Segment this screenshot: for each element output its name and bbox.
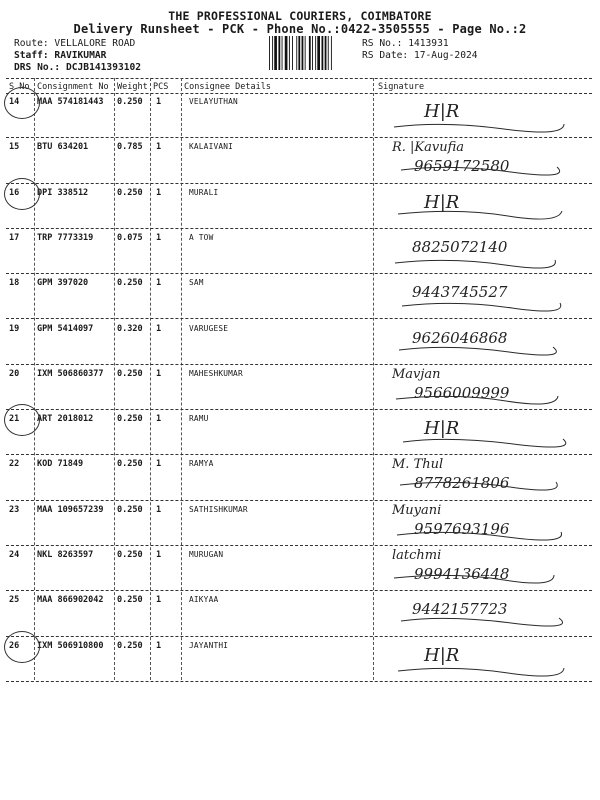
barcode-bar bbox=[305, 36, 306, 70]
row-consignment-number: BTU 634201 bbox=[37, 142, 89, 153]
barcode-bar bbox=[315, 36, 316, 70]
row-consignment-number: MAA 109657239 bbox=[37, 504, 104, 515]
barcode-bar bbox=[269, 36, 270, 70]
serial-circle-mark bbox=[4, 631, 40, 663]
row-consignee-name: KALAIVANI bbox=[189, 142, 234, 152]
row-pieces: 1 bbox=[156, 323, 162, 334]
row-consignment-number: TRP 7773319 bbox=[37, 232, 94, 243]
row-weight: 0.320 bbox=[117, 323, 143, 334]
row-weight: 0.250 bbox=[117, 504, 143, 515]
signature-area bbox=[374, 365, 592, 410]
row-weight: 0.075 bbox=[117, 232, 143, 243]
row-weight: 0.785 bbox=[117, 142, 143, 153]
row-serial-number: 25 bbox=[9, 595, 20, 606]
row-weight: 0.250 bbox=[117, 368, 143, 379]
row-consignment-number: ART 2018012 bbox=[37, 414, 94, 425]
handwritten-note: 8825072140 bbox=[412, 237, 508, 256]
row-serial-number: 22 bbox=[9, 459, 20, 470]
row-consignee-name: MAHESHKUMAR bbox=[189, 368, 243, 378]
row-consignee-name: JAYANTHI bbox=[189, 640, 229, 650]
table-row bbox=[0, 501, 600, 546]
col-header-sno: S No bbox=[9, 82, 30, 92]
handwritten-note: 9566009999 bbox=[414, 383, 510, 402]
signature-area bbox=[374, 184, 592, 229]
signature-stroke bbox=[394, 124, 564, 132]
barcode-bar bbox=[296, 36, 297, 70]
signature-area bbox=[374, 591, 592, 636]
row-pieces: 1 bbox=[156, 640, 162, 651]
signature-area bbox=[374, 410, 592, 455]
row-consignee-name: VARUGESE bbox=[189, 323, 229, 333]
runsheet-subtitle: Delivery Runsheet - PCK - Phone No.:0422-3505555 - Page No.:2 bbox=[73, 22, 527, 36]
handwritten-note: Muyani bbox=[392, 502, 442, 518]
row-serial-number: 17 bbox=[9, 232, 20, 243]
barcode-bar bbox=[272, 36, 273, 70]
signature-stroke bbox=[398, 668, 564, 676]
row-consignment-number: MAA 866902042 bbox=[37, 595, 104, 606]
barcode-bar bbox=[292, 36, 293, 70]
barcode-bar bbox=[312, 36, 313, 70]
row-pieces: 1 bbox=[156, 368, 162, 379]
drs-number: DRS No.: DCJB141393102 bbox=[14, 62, 142, 73]
row-consignee-name: SATHISHKUMAR bbox=[189, 504, 248, 514]
row-pieces: 1 bbox=[156, 595, 162, 606]
handwritten-note: 9659172580 bbox=[414, 157, 510, 176]
signature-stroke bbox=[403, 439, 566, 447]
handwritten-note: H|R bbox=[424, 101, 460, 122]
signature-scribble bbox=[374, 93, 592, 138]
row-serial-number: 24 bbox=[9, 550, 20, 560]
row-weight: 0.250 bbox=[117, 595, 143, 606]
table-row bbox=[0, 455, 600, 500]
table-top-rule bbox=[6, 78, 592, 79]
row-serial-number: 23 bbox=[9, 504, 20, 515]
handwritten-note: latchmi bbox=[392, 548, 442, 563]
signature-stroke bbox=[398, 211, 562, 219]
row-pieces: 1 bbox=[156, 414, 162, 425]
row-consignment-number: IXM 506910800 bbox=[37, 640, 104, 651]
signature-area bbox=[374, 274, 592, 319]
row-weight: 0.250 bbox=[117, 187, 143, 198]
handwritten-note: 9443745527 bbox=[412, 283, 508, 302]
row-pieces: 1 bbox=[156, 278, 162, 289]
barcode bbox=[268, 36, 356, 70]
serial-circle-mark bbox=[4, 178, 40, 210]
row-consignee-name: RAMYA bbox=[189, 459, 214, 469]
table-row bbox=[0, 229, 600, 274]
row-consignee-name: VELAYUTHAN bbox=[189, 97, 238, 106]
col-header-pcs: PCS bbox=[153, 82, 169, 92]
table-row bbox=[0, 637, 600, 682]
row-pieces: 1 bbox=[156, 187, 162, 198]
table-row bbox=[0, 365, 600, 410]
signature-scribble bbox=[374, 184, 592, 229]
row-consignment-number: DPI 338512 bbox=[37, 187, 89, 198]
barcode-bar bbox=[285, 36, 288, 70]
table-row bbox=[0, 274, 600, 319]
row-consignment-number: GPM 397020 bbox=[37, 278, 89, 289]
handwritten-note: Mavjan bbox=[392, 366, 441, 382]
row-consignee-name: MURALI bbox=[189, 187, 219, 197]
company-title: THE PROFESSIONAL COURIERS, COIMBATORE bbox=[168, 9, 432, 23]
row-weight: 0.250 bbox=[117, 97, 143, 107]
row-serial-number: 14 bbox=[9, 97, 20, 107]
handwritten-note: H|R bbox=[424, 191, 460, 213]
row-serial-number: 18 bbox=[9, 278, 20, 289]
row-pieces: 1 bbox=[156, 232, 162, 243]
row-weight: 0.250 bbox=[117, 640, 143, 651]
table-row bbox=[0, 184, 600, 229]
signature-stroke bbox=[402, 303, 561, 311]
handwritten-note: 9626046868 bbox=[412, 328, 508, 347]
row-consignment-number: GPM 5414097 bbox=[37, 323, 94, 334]
col-header-signature: Signature bbox=[378, 82, 425, 92]
signature-scribble bbox=[374, 410, 592, 455]
barcode-bar bbox=[278, 36, 280, 70]
col-header-consignment: Consignment No bbox=[37, 82, 109, 92]
table-row bbox=[0, 410, 600, 455]
handwritten-note: R. |Kavufia bbox=[392, 140, 465, 156]
row-consignment-number: KOD 71849 bbox=[37, 459, 84, 470]
row-consignee-name: MURUGAN bbox=[189, 550, 224, 559]
barcode-bar bbox=[302, 36, 304, 70]
col-header-consignee: Consignee Details bbox=[184, 82, 271, 92]
table-row bbox=[0, 546, 600, 591]
barcode-bar bbox=[331, 36, 332, 70]
row-pieces: 1 bbox=[156, 459, 162, 470]
signature-scribble bbox=[374, 637, 592, 682]
signature-stroke bbox=[395, 260, 555, 268]
barcode-bar bbox=[317, 36, 320, 70]
signature-area bbox=[374, 320, 592, 365]
signature-area bbox=[374, 455, 592, 500]
route-label: Route: VELLALORE ROAD bbox=[14, 38, 136, 49]
table-row bbox=[0, 138, 600, 183]
row-serial-number: 16 bbox=[9, 187, 20, 198]
rs-number: RS No.: 1413931 bbox=[362, 38, 449, 49]
handwritten-note: 8778261806 bbox=[414, 474, 510, 493]
row-pieces: 1 bbox=[156, 142, 162, 153]
row-consignee-name: AIKYAA bbox=[189, 595, 219, 605]
row-consignee-name: RAMU bbox=[189, 414, 209, 424]
rs-date: RS Date: 17-Aug-2024 bbox=[362, 50, 478, 61]
barcode-bar bbox=[322, 36, 324, 70]
row-serial-number: 20 bbox=[9, 368, 20, 379]
signature-area bbox=[374, 637, 592, 682]
signature-area bbox=[374, 138, 592, 183]
table-row bbox=[0, 320, 600, 365]
staff-label: Staff: RAVIKUMAR bbox=[14, 50, 107, 61]
row-weight: 0.250 bbox=[117, 459, 143, 470]
handwritten-note: 9994136448 bbox=[414, 565, 510, 583]
barcode-bar bbox=[282, 36, 283, 70]
row-rule bbox=[6, 681, 592, 682]
signature-area bbox=[374, 93, 592, 138]
serial-circle-mark bbox=[4, 87, 40, 119]
row-weight: 0.250 bbox=[117, 414, 143, 425]
barcode-bar bbox=[328, 36, 329, 70]
signature-stroke bbox=[399, 347, 556, 355]
barcode-bar bbox=[309, 36, 311, 70]
row-serial-number: 19 bbox=[9, 323, 20, 334]
serial-circle-mark bbox=[4, 404, 40, 436]
barcode-bar bbox=[298, 36, 300, 70]
table-row bbox=[0, 93, 600, 138]
signature-area bbox=[374, 546, 592, 591]
signature-area bbox=[374, 501, 592, 546]
row-serial-number: 21 bbox=[9, 414, 20, 425]
row-pieces: 1 bbox=[156, 504, 162, 515]
row-weight: 0.250 bbox=[117, 550, 143, 560]
row-consignment-number: MAA 574181443 bbox=[37, 97, 104, 107]
handwritten-note: H|R bbox=[424, 644, 460, 666]
handwritten-note: 9597693196 bbox=[414, 519, 510, 538]
barcode-bar bbox=[274, 36, 277, 70]
row-consignee-name: SAM bbox=[189, 278, 204, 288]
row-serial-number: 15 bbox=[9, 142, 20, 153]
row-consignee-name: A TOW bbox=[189, 232, 214, 242]
handwritten-note: M. Thul bbox=[392, 457, 444, 473]
table-row bbox=[0, 591, 600, 636]
signature-stroke bbox=[401, 618, 563, 626]
signature-area bbox=[374, 229, 592, 274]
row-pieces: 1 bbox=[156, 97, 162, 107]
barcode-bar bbox=[289, 36, 290, 70]
handwritten-note: H|R bbox=[424, 418, 460, 440]
row-serial-number: 26 bbox=[9, 640, 20, 651]
row-weight: 0.250 bbox=[117, 278, 143, 289]
row-pieces: 1 bbox=[156, 550, 162, 560]
col-header-weight: Weight bbox=[117, 82, 148, 92]
row-consignment-number: IXM 506860377 bbox=[37, 368, 104, 379]
row-consignment-number: NKL 8263597 bbox=[37, 550, 94, 560]
barcode-bar bbox=[325, 36, 327, 70]
handwritten-note: 9442157723 bbox=[412, 600, 508, 619]
